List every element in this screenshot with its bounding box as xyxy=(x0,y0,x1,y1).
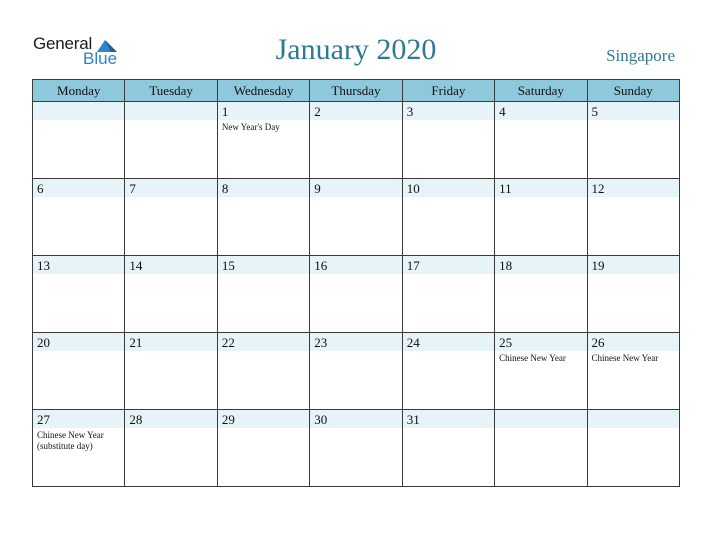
holiday-label xyxy=(218,351,309,353)
holiday-label: Chinese New Year xyxy=(591,353,659,363)
calendar-day-cell xyxy=(33,256,125,333)
day-number-band xyxy=(33,333,124,351)
holiday-label xyxy=(125,120,216,122)
calendar-day-cell xyxy=(402,410,494,487)
day-number-band xyxy=(495,333,586,351)
day-number: 29 xyxy=(221,412,235,427)
calendar-day-cell xyxy=(125,179,217,256)
holiday-label xyxy=(403,197,494,199)
calendar-week-row xyxy=(33,179,680,256)
day-number: 24 xyxy=(406,335,420,350)
day-number: 1 xyxy=(221,104,229,119)
day-number-band xyxy=(495,410,586,428)
calendar-day-cell xyxy=(310,179,402,256)
day-number: 3 xyxy=(406,104,414,119)
day-number-band xyxy=(33,102,124,120)
holiday-label xyxy=(588,274,679,276)
day-number-band xyxy=(310,179,401,197)
holiday-label: Chinese New Year xyxy=(499,353,566,363)
day-number-band xyxy=(125,410,216,428)
day-number: 2 xyxy=(314,104,321,119)
calendar-day-cell xyxy=(125,256,217,333)
day-number: 26 xyxy=(591,335,605,350)
weekday-header: Saturday xyxy=(495,80,587,102)
day-number: 13 xyxy=(37,258,50,273)
calendar-day-cell xyxy=(217,333,309,410)
holiday-label xyxy=(310,351,401,353)
day-number-band xyxy=(125,179,216,197)
calendar-day-cell xyxy=(310,410,402,487)
holiday-label xyxy=(33,197,124,199)
holiday-label xyxy=(125,428,216,430)
day-number-band xyxy=(125,256,216,274)
calendar-day-cell xyxy=(587,102,679,179)
day-number: 4 xyxy=(499,104,506,119)
day-number-band xyxy=(588,102,679,120)
day-number: 27 xyxy=(37,412,50,427)
day-number-band xyxy=(495,102,586,120)
calendar-day-cell xyxy=(217,256,309,333)
page-title: January 2020 xyxy=(275,33,437,66)
day-number-band xyxy=(495,179,586,197)
day-number: 8 xyxy=(221,181,229,196)
calendar-day-cell xyxy=(125,410,217,487)
calendar-day-cell xyxy=(495,102,587,179)
calendar-day-cell xyxy=(587,256,679,333)
day-number-band xyxy=(125,333,216,351)
weekday-header-row xyxy=(33,80,680,102)
calendar-day-cell xyxy=(33,333,125,410)
day-number: 9 xyxy=(314,181,321,196)
calendar-day-cell xyxy=(217,410,309,487)
day-number: 31 xyxy=(406,412,420,427)
day-number-band xyxy=(403,102,494,120)
day-number: 21 xyxy=(129,335,143,350)
day-number-band xyxy=(218,179,309,197)
day-number: 18 xyxy=(499,258,513,273)
day-number: 30 xyxy=(314,412,328,427)
holiday-label xyxy=(403,351,494,353)
weekday-header: Monday xyxy=(33,80,125,102)
day-number: 12 xyxy=(591,181,605,196)
day-number: 15 xyxy=(221,258,235,273)
day-number-band xyxy=(310,256,401,274)
day-number-band xyxy=(33,179,124,197)
day-number-band xyxy=(588,179,679,197)
day-number-band xyxy=(588,256,679,274)
weekday-header: Tuesday xyxy=(125,80,217,102)
calendar-day-cell xyxy=(125,333,217,410)
calendar-grid xyxy=(32,79,680,487)
day-number: 23 xyxy=(314,335,328,350)
day-number-band xyxy=(403,410,494,428)
holiday-label xyxy=(588,428,679,430)
day-number-band xyxy=(125,102,216,120)
holiday-label xyxy=(125,274,216,276)
holiday-label xyxy=(403,428,494,430)
day-number-band xyxy=(588,333,679,351)
calendar-week-row xyxy=(33,102,680,179)
holiday-label xyxy=(310,428,401,430)
calendar-day-cell xyxy=(495,333,587,410)
day-number: 22 xyxy=(221,335,235,350)
holiday-label xyxy=(218,428,309,430)
day-number: 20 xyxy=(37,335,50,350)
day-number-band xyxy=(495,256,586,274)
holiday-label xyxy=(495,428,586,430)
calendar-day-cell xyxy=(310,256,402,333)
holiday-label xyxy=(33,351,124,353)
calendar-day-cell xyxy=(217,179,309,256)
day-number-band xyxy=(403,333,494,351)
calendar-day-cell xyxy=(310,333,402,410)
holiday-label xyxy=(403,274,494,276)
holiday-label: New Year's Day xyxy=(221,122,280,132)
weekday-header: Sunday xyxy=(587,80,679,102)
holiday-label xyxy=(495,274,586,276)
logo-text-blue: Blue xyxy=(83,49,118,68)
calendar-week-row xyxy=(33,256,680,333)
holiday-label xyxy=(588,197,679,199)
calendar-day-cell xyxy=(33,102,125,179)
calendar-day-cell xyxy=(587,410,679,487)
day-number-band xyxy=(310,410,401,428)
holiday-label xyxy=(218,274,309,276)
calendar-day-cell xyxy=(402,256,494,333)
day-number-band xyxy=(33,256,124,274)
holiday-label xyxy=(125,197,216,199)
day-number: 6 xyxy=(37,181,44,196)
day-number-band xyxy=(218,333,309,351)
day-number: 28 xyxy=(129,412,143,427)
calendar-day-cell xyxy=(495,410,587,487)
day-number-band xyxy=(403,256,494,274)
calendar-day-cell xyxy=(495,179,587,256)
holiday-label xyxy=(495,120,586,122)
day-number-band xyxy=(218,410,309,428)
holiday-label xyxy=(310,197,401,199)
day-number-band xyxy=(588,410,679,428)
calendar-day-cell xyxy=(587,333,679,410)
day-number: 5 xyxy=(591,104,599,119)
calendar-day-cell xyxy=(33,410,125,487)
day-number: 19 xyxy=(591,258,605,273)
calendar-day-cell xyxy=(402,179,494,256)
holiday-label xyxy=(33,120,124,122)
holiday-label xyxy=(218,197,309,199)
day-number: 17 xyxy=(406,258,420,273)
calendar-day-cell xyxy=(587,179,679,256)
day-number-band xyxy=(403,179,494,197)
holiday-label: Chinese New Year (substitute day) xyxy=(37,430,104,451)
holiday-label xyxy=(310,120,401,122)
holiday-label xyxy=(588,120,679,122)
weekday-header: Thursday xyxy=(310,80,402,102)
day-number-band xyxy=(33,410,124,428)
day-number: 25 xyxy=(499,335,513,350)
day-number-band xyxy=(218,256,309,274)
calendar-day-cell xyxy=(402,333,494,410)
calendar-day-cell xyxy=(125,102,217,179)
holiday-label xyxy=(125,351,216,353)
holiday-label xyxy=(495,197,586,199)
holiday-label xyxy=(310,274,401,276)
day-number-band xyxy=(218,102,309,120)
day-number: 14 xyxy=(129,258,143,273)
calendar-day-cell xyxy=(495,256,587,333)
day-number-band xyxy=(310,102,401,120)
day-number: 11 xyxy=(499,181,512,196)
country-label: Singapore xyxy=(606,46,675,65)
holiday-label xyxy=(403,120,494,122)
calendar-day-cell xyxy=(33,179,125,256)
calendar-week-row xyxy=(33,333,680,410)
day-number: 16 xyxy=(314,258,328,273)
calendar-week-row xyxy=(33,410,680,487)
calendar-day-cell xyxy=(402,102,494,179)
calendar-day-cell xyxy=(310,102,402,179)
calendar-body xyxy=(33,102,680,487)
day-number: 10 xyxy=(406,181,420,196)
weekday-header: Friday xyxy=(402,80,494,102)
day-number-band xyxy=(310,333,401,351)
calendar-day-cell xyxy=(217,102,309,179)
holiday-label xyxy=(33,274,124,276)
day-number: 7 xyxy=(129,181,136,196)
weekday-header: Wednesday xyxy=(217,80,309,102)
logo-text-general: General xyxy=(33,34,93,53)
